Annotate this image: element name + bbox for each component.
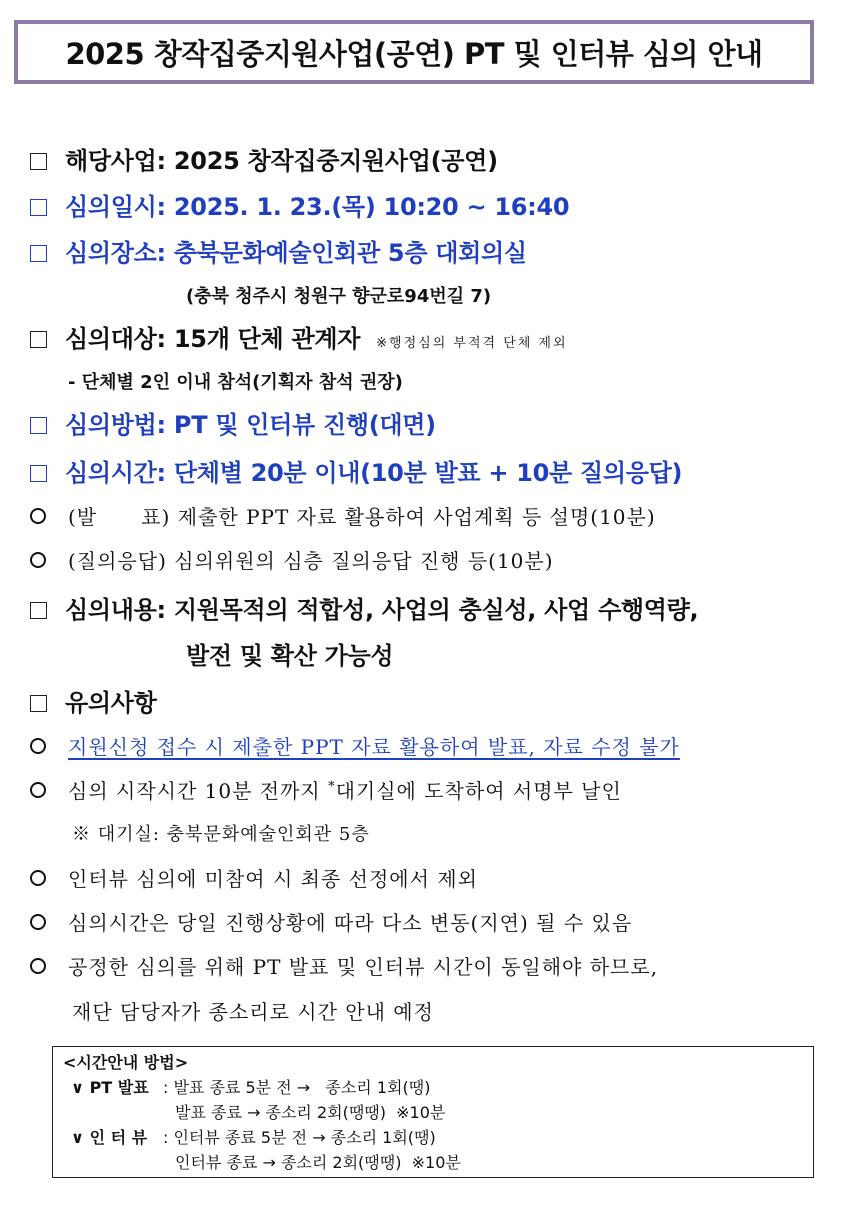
time-guide-box bbox=[52, 1046, 814, 1178]
item-datetime bbox=[30, 187, 569, 222]
time-value: 단체별 20분 이내(10분 발표 + 10분 질의응답) bbox=[173, 459, 683, 487]
method-value: PT 및 인터뷰 진행(대면) bbox=[173, 411, 436, 439]
datetime-value: 2025. 1. 23.(목) 10:20 ~ 16:40 bbox=[173, 193, 570, 221]
circle-bullet-icon bbox=[30, 958, 46, 974]
checkbox-square-icon bbox=[30, 695, 47, 712]
time-detail-qa: (질의응답) 심의위원의 심층 질의응답 진행 등(10분) bbox=[30, 545, 554, 574]
item-target bbox=[30, 319, 568, 354]
item-content bbox=[30, 590, 698, 625]
method-label: 심의방법: bbox=[65, 411, 166, 439]
venue-value: 충북문화예술인회관 5층 대회의실 bbox=[173, 239, 527, 267]
item-time bbox=[30, 453, 682, 488]
interview-line1: : 인터뷰 종료 5분 전 → 종소리 1회(땡) bbox=[163, 1128, 436, 1147]
target-sub: - 단체별 2인 이내 참석(기획자 참석 권장) bbox=[68, 372, 403, 393]
interview-label: ∨ 인 터 뷰 bbox=[71, 1128, 148, 1147]
project-value: 2025 창작집중지원사업(공연) bbox=[173, 147, 498, 175]
circle-bullet-icon bbox=[30, 552, 46, 568]
circle-bullet-icon bbox=[30, 508, 46, 524]
item-notes-header bbox=[30, 683, 157, 718]
checkbox-square-icon bbox=[30, 602, 47, 619]
target-label: 심의대상: bbox=[65, 325, 166, 353]
title-box bbox=[14, 20, 814, 84]
page-title: 2025 창작집중지원사업(공연) PT 및 인터뷰 심의 안내 bbox=[65, 36, 763, 71]
note-2: 심의 시작시간 10분 전까지 *대기실에 도착하여 서명부 날인 bbox=[30, 775, 622, 804]
item-method bbox=[30, 405, 436, 440]
venue-label: 심의장소: bbox=[65, 239, 166, 267]
circle-bullet-icon bbox=[30, 870, 46, 886]
pt-label: ∨ PT 발표 bbox=[71, 1078, 149, 1097]
time-guide-header: <시간안내 방법> bbox=[63, 1053, 189, 1072]
checkbox-square-icon bbox=[30, 245, 47, 262]
note-5: 공정한 심의를 위해 PT 발표 및 인터뷰 시간이 동일해야 하므로, bbox=[30, 951, 658, 980]
content-label: 심의내용: bbox=[65, 596, 166, 624]
target-note: ※행정심의 부적격 단체 제외 bbox=[376, 336, 568, 351]
time-label: 심의시간: bbox=[65, 459, 166, 487]
checkbox-square-icon bbox=[30, 465, 47, 482]
target-value: 15개 단체 관계자 bbox=[173, 325, 361, 353]
item-project bbox=[30, 141, 498, 176]
note-2-sub: ※ 대기실: 충북문화예술인회관 5층 bbox=[72, 824, 370, 845]
checkbox-square-icon bbox=[30, 153, 47, 170]
notes-header: 유의사항 bbox=[65, 689, 157, 717]
content-line1: 지원목적의 적합성, 사업의 충실성, 사업 수행역량, bbox=[173, 596, 699, 624]
note-4: 심의시간은 당일 진행상황에 따라 다소 변동(지연) 될 수 있음 bbox=[30, 907, 632, 936]
item-venue bbox=[30, 233, 527, 268]
project-label: 해당사업: bbox=[65, 147, 166, 175]
note-5-line2: 재단 담당자가 종소리로 시간 안내 예정 bbox=[72, 1000, 434, 1024]
checkbox-square-icon bbox=[30, 199, 47, 216]
circle-bullet-icon bbox=[30, 738, 46, 754]
datetime-label: 심의일시: bbox=[65, 193, 166, 221]
content-line2: 발전 및 확산 가능성 bbox=[186, 642, 394, 670]
pt-line2: 발표 종료 → 종소리 2회(땡땡) ※10분 bbox=[175, 1103, 446, 1122]
note-1: 지원신청 접수 시 제출한 PPT 자료 활용하여 발표, 자료 수정 불가 bbox=[30, 731, 680, 760]
circle-bullet-icon bbox=[30, 914, 46, 930]
pt-line1: : 발표 종료 5분 전 → 종소리 1회(땡) bbox=[163, 1078, 431, 1097]
note-3: 인터뷰 심의에 미참여 시 최종 선정에서 제외 bbox=[30, 863, 478, 892]
venue-address: (충북 청주시 청원구 향군로94번길 7) bbox=[186, 286, 492, 307]
time-detail-presentation: (발 표) 제출한 PPT 자료 활용하여 사업계획 등 설명(10분) bbox=[30, 501, 656, 530]
interview-line2: 인터뷰 종료 → 종소리 2회(땡땡) ※10분 bbox=[175, 1153, 461, 1172]
checkbox-square-icon bbox=[30, 331, 47, 348]
checkbox-square-icon bbox=[30, 417, 47, 434]
circle-bullet-icon bbox=[30, 782, 46, 798]
